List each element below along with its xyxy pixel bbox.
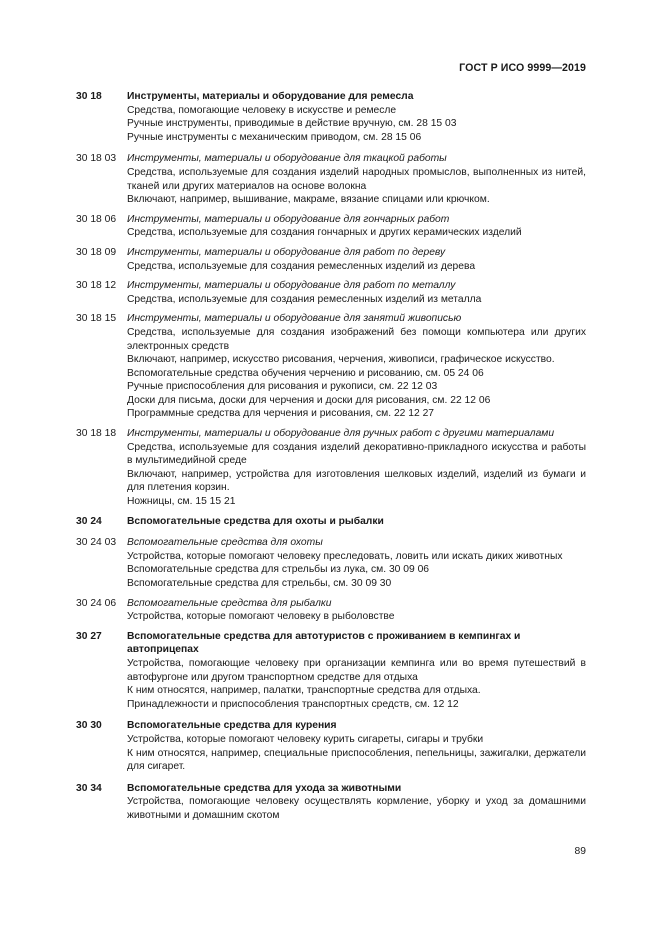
classification-entry [76, 427, 586, 509]
entry-code: 30 18 12 [76, 280, 117, 292]
entry-description-line: Устройства, которые помогают человеку курить сигареты, сигары и трубки [127, 733, 484, 745]
entry-description-line: Средства, используемые для создания ремесленных изделий из металла [127, 293, 482, 305]
page-number: 89 [574, 846, 586, 857]
entry-description-line: Программные средства для черчения и рисования, см. 22 12 27 [127, 408, 435, 420]
entry-title: Инструменты, материалы и оборудование для ручных работ с другими материалами [127, 428, 555, 440]
entry-title: Инструменты, материалы и оборудование для гончарных работ [127, 213, 450, 225]
entry-body [127, 152, 586, 206]
entry-title: Вспомогательные средства для курения [127, 720, 337, 732]
entry-description-line: Включают, например, искусство рисования, черчения, живописи, графическое искусство. [127, 354, 555, 366]
entry-body [127, 312, 586, 421]
entry-description-line: Устройства, которые помогают человеку в рыболовстве [127, 611, 395, 623]
classification-entry [76, 630, 586, 712]
entry-title: Инструменты, материалы и оборудование для работ по металлу [127, 280, 456, 292]
entry-title: Вспомогательные средства для охоты [127, 537, 323, 549]
entry-body [127, 213, 586, 240]
entry-description-line: Средства, помогающие человеку в искусстве и ремесле [127, 104, 397, 116]
entry-description-line: К ним относятся, например, палатки, транспортные средства для отдыха. [127, 685, 481, 697]
entry-description-line: Устройства, которые помогают человеку преследовать, ловить или искать диких животных [127, 550, 563, 562]
classification-entry [76, 597, 586, 624]
entry-body [127, 630, 586, 712]
entry-description-line: Доски для письма, доски для черчения и доски для рисования, см. 22 12 06 [127, 394, 491, 406]
classification-entry [76, 515, 586, 529]
entry-code: 30 24 03 [76, 537, 117, 549]
entry-body [127, 279, 586, 306]
entry-body [127, 246, 586, 273]
classification-entry [76, 536, 586, 590]
entry-description-line: Средства, используемые для создания изделий народных промыслов, выполненных из нитей, тканей или других материалов на основе волокна [127, 166, 586, 192]
standard-header: ГОСТ Р ИСО 9999—2019 [459, 62, 586, 74]
entry-title: Вспомогательные средства для рыбалки [127, 597, 332, 609]
entry-code: 30 18 [76, 91, 102, 102]
entry-code: 30 18 06 [76, 213, 117, 225]
entry-description-line: Средства, используемые для создания ремесленных изделий из дерева [127, 260, 476, 272]
entry-description-line: Ручные приспособления для рисования и рукописи, см. 22 12 03 [127, 381, 438, 393]
entry-body [127, 427, 586, 509]
entry-description-line: Устройства, помогающие человеку осуществлять кормление, уборку и уход за домашними животными и домашним скотом [127, 796, 586, 821]
entry-code: 30 18 15 [76, 313, 117, 325]
classification-entry [76, 213, 586, 240]
entry-description-line: Устройства, помогающие человеку при организации кемпинга или во время путешествий в автофургоне или другом транспортном средстве для отдыха [127, 657, 586, 683]
entry-title: Вспомогательные средства для ухода за животными [127, 782, 402, 794]
entry-code: 30 18 09 [76, 246, 117, 258]
entry-code: 30 24 06 [76, 597, 117, 609]
entry-description-line: Ручные инструменты, приводимые в действие вручную, см. 28 15 03 [127, 118, 457, 130]
entry-description-line: Включают, например, вышивание, макраме, вязание спицами или крючком. [127, 194, 490, 206]
entry-code: 30 30 [76, 720, 102, 732]
entry-title: Инструменты, материалы и оборудование для занятий живописью [127, 313, 462, 325]
classification-entry [76, 246, 586, 273]
classification-list [76, 90, 586, 831]
entry-title: Инструменты, материалы и оборудование для работ по дереву [127, 246, 446, 258]
classification-entry [76, 782, 586, 823]
entry-description-line: Ножницы, см. 15 15 21 [127, 496, 236, 508]
entry-description-line: Средства, используемые для создания гончарных и других керамических изделий [127, 227, 522, 239]
entry-body [127, 597, 586, 624]
entry-body [127, 90, 586, 144]
entry-title: Инструменты, материалы и оборудование для ткацкой работы [127, 153, 447, 165]
entry-description-line: Средства, используемые для создания изображений без помощи компьютера или других электронных средств [127, 326, 586, 352]
entry-description-line: К ним относятся, например, специальные приспособления, пепельницы, зажигалки, держатели для сигарет. [127, 747, 586, 773]
classification-entry [76, 279, 586, 306]
entry-body [127, 782, 586, 823]
entry-description-line: Ручные инструменты с механическим приводом, см. 28 15 06 [127, 131, 422, 143]
classification-entry [76, 90, 586, 144]
entry-description-line: Вспомогательные средства для стрельбы, см. 30 09 30 [127, 578, 392, 589]
entry-description-line: Средства, используемые для создания изделий декоративно-прикладного искусства и работы в мультимедийной среде [127, 441, 586, 467]
entry-code: 30 24 [76, 515, 102, 527]
entry-description-line: Вспомогательные средства для стрельбы из лука, см. 30 09 06 [127, 564, 430, 576]
entry-body [127, 515, 586, 529]
entry-body [127, 536, 586, 590]
classification-entry [76, 312, 586, 421]
entry-code: 30 34 [76, 782, 102, 794]
entry-description-line: Вспомогательные средства обучения черчению и рисованию, см. 05 24 06 [127, 367, 484, 379]
entry-code: 30 18 03 [76, 153, 117, 165]
entry-description-line: Принадлежности и приспособления транспортных средств, см. 12 12 [127, 698, 459, 710]
classification-entry [76, 719, 586, 773]
classification-entry [76, 152, 586, 206]
entry-title: Инструменты, материалы и оборудование для ремесла [127, 91, 414, 102]
entry-code: 30 27 [76, 630, 102, 642]
entry-description-line: Включают, например, устройства для изготовления шелковых изделий, изделий из бумаги и для плетения корзин. [127, 468, 586, 494]
entry-code: 30 18 18 [76, 428, 117, 440]
entry-body [127, 719, 586, 773]
entry-title: Вспомогательные средства для автотуристов с проживанием в кемпингах и автоприцепах [127, 630, 521, 656]
entry-title: Вспомогательные средства для охоты и рыбалки [127, 515, 384, 527]
